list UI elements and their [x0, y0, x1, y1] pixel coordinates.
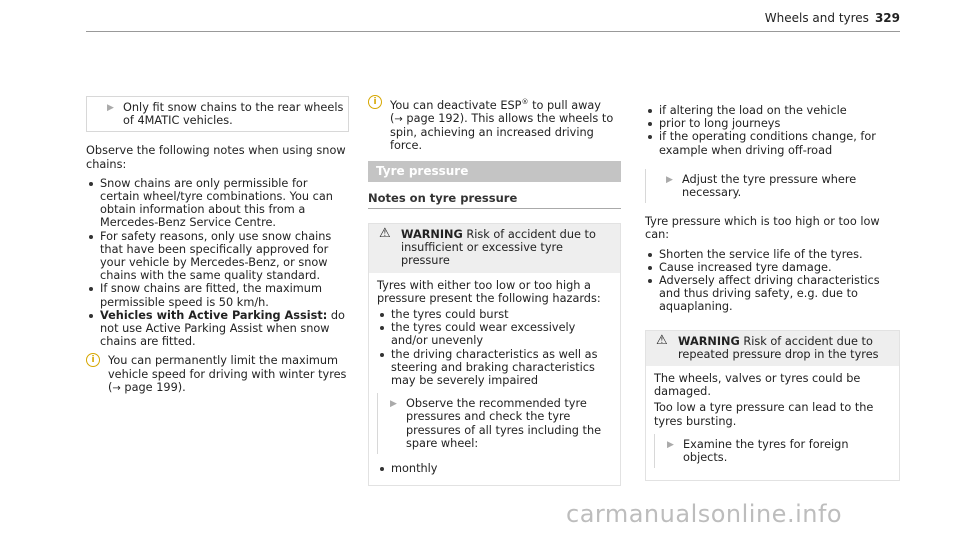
warning-label: WARNING	[401, 227, 463, 241]
snow-chain-notes-list	[86, 177, 349, 349]
action-text: Observe the recommended tyre pressures and check the tyre pressures of all tyres including the spare wheel:	[406, 397, 602, 450]
list-item: Adversely affect driving characteristics and thus driving safety, e.g. due to aquaplaning.	[645, 274, 900, 314]
column-1	[86, 96, 349, 401]
frequency-list	[377, 462, 612, 475]
note-text-cont: to pull away	[528, 98, 601, 112]
warning-paragraph: Too low a tyre pressure can lead to the tyres bursting.	[654, 401, 874, 428]
action-text: Examine the tyres for foreign objects.	[683, 437, 849, 465]
effects-list	[645, 248, 900, 314]
warning-body	[369, 273, 620, 486]
arrow-right-icon: ▶	[666, 174, 673, 185]
section-title: Tyre pressure	[368, 161, 621, 182]
info-icon: i	[368, 95, 382, 109]
warning-label: WARNING	[678, 334, 740, 348]
warning-box-pressure-drop	[645, 330, 900, 482]
arrow-right-icon: ▶	[107, 103, 114, 113]
page-reference-link[interactable]: page 199).	[124, 380, 186, 394]
page-reference-link[interactable]: page 192). This allows the wheels to spin, achieving an increased driving force.	[390, 111, 614, 153]
hazards-list	[377, 308, 612, 387]
list-item: if altering the load on the vehicle	[645, 104, 900, 117]
action-text: Adjust the tyre pressure where necessary.	[682, 172, 857, 200]
column-2	[368, 96, 621, 498]
arrow-right-icon: ▶	[667, 439, 674, 450]
action-box-snow-chains	[86, 96, 349, 132]
warning-title: Risk of accident due to insufficient or excessive tyre pressure	[401, 227, 596, 268]
list-item: the driving characteristics as well as steering and braking characteristics may be severely impaired	[377, 348, 612, 388]
list-item	[86, 309, 349, 349]
note-speed-limit: i You can permanently limit the maximum vehicle speed for driving with winter tyres (→ page 199).	[86, 354, 349, 395]
page-number: 329	[874, 11, 900, 25]
warning-box-tyre-pressure	[368, 223, 621, 486]
note-text: You can permanently limit the maximum vehicle speed for driving with winter tyres	[108, 354, 347, 381]
list-item: For safety reasons, only use snow chains that have been specifically approved for your vehicle by Mercedes-Benz, or snow chains with the same quality standard.	[86, 230, 349, 283]
warning-triangle-icon: ⚠	[656, 332, 668, 348]
note-text: You can deactivate ESP	[390, 98, 522, 112]
warning-paragraph: The wheels, valves or tyres could be damaged.	[654, 372, 861, 399]
list-item: Snow chains are only permissible for certain wheel/tyre combinations. You can obtain information about this from a Mercedes-Benz Service Centre.	[86, 177, 349, 230]
subheading: Notes on tyre pressure	[368, 192, 621, 209]
info-icon: i	[86, 353, 100, 367]
list-item: monthly	[377, 462, 612, 475]
list-item-rest: do not use Active Parking Assist when snow chains are fitted.	[100, 308, 345, 349]
warning-triangle-icon: ⚠	[379, 225, 391, 241]
paragraph: Tyre pressure which is too high or too low can:	[645, 215, 880, 242]
action-text: Only fit snow chains to the rear wheels of 4MATIC vehicles.	[123, 101, 344, 128]
warning-header	[369, 224, 620, 273]
header-divider	[86, 31, 900, 32]
list-item: the tyres could burst	[377, 308, 612, 321]
list-item: Cause increased tyre damage.	[645, 261, 900, 274]
registered-mark: ®	[521, 98, 529, 106]
intro-text: Observe the following notes when using snow chains:	[86, 144, 346, 171]
page-ref-arrow-icon: →	[112, 382, 121, 394]
warning-title: Risk of accident due to repeated pressure drop in the tyres	[678, 334, 879, 361]
action-box-observe	[377, 393, 612, 454]
list-item: the tyres could wear excessively and/or unevenly	[377, 321, 612, 347]
check-occasions-list	[645, 104, 900, 157]
warning-body	[646, 366, 899, 480]
header-section-title: Wheels and tyres	[764, 11, 869, 25]
page-ref-arrow-icon: →	[394, 113, 403, 125]
arrow-right-icon: ▶	[390, 399, 397, 410]
note-esp: i You can deactivate ESP® to pull away (→ page 192). This allows the wheels to spin, achieving an increased driving force.	[368, 96, 621, 153]
warning-intro: Tyres with either too low or too high a pressure present the following hazards:	[377, 278, 601, 305]
list-item: if the operating conditions change, for example when driving off-road	[645, 130, 900, 156]
watermark: carmanualsonline.info	[566, 500, 843, 528]
list-item: If snow chains are fitted, the maximum permissible speed is 50 km/h.	[86, 282, 349, 308]
list-item: Shorten the service life of the tyres.	[645, 248, 900, 261]
warning-header	[646, 331, 899, 366]
column-3	[645, 104, 900, 493]
list-item-bold: Vehicles with Active Parking Assist:	[100, 308, 328, 322]
list-item: prior to long journeys	[645, 117, 900, 130]
page-header	[765, 11, 900, 25]
action-box-examine	[654, 434, 891, 468]
action-box-adjust	[645, 169, 900, 203]
